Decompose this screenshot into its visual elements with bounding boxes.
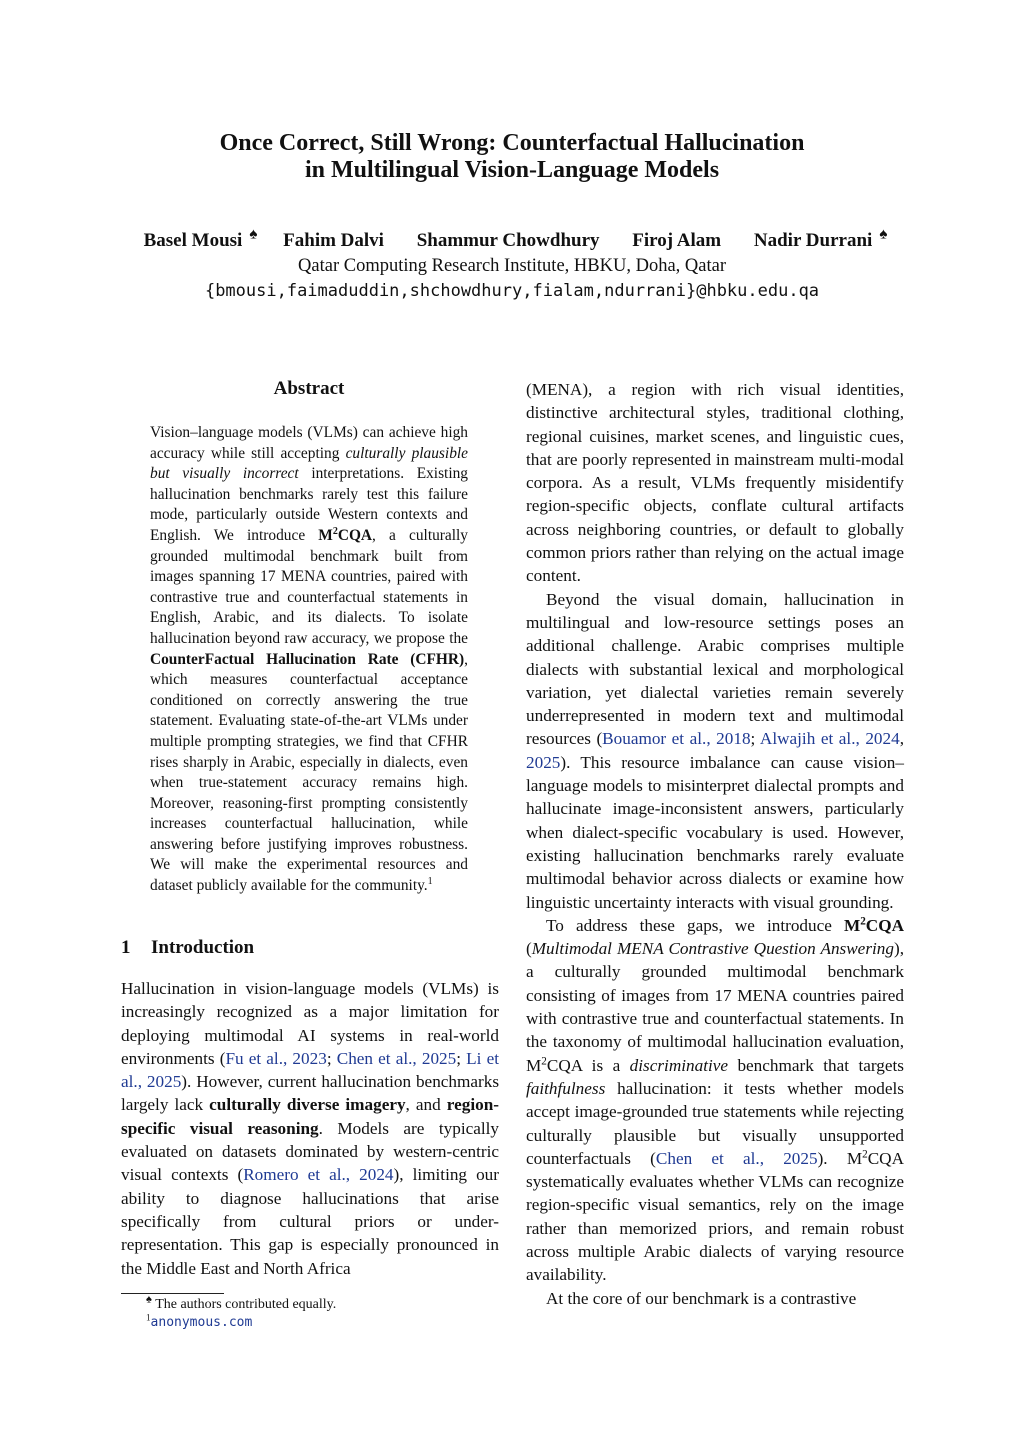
abstract-heading: Abstract bbox=[273, 378, 345, 399]
paper-title bbox=[0, 130, 1024, 184]
paragraph: To address these gaps, we introduce $M^2CQA$ (Multimodal MENA Contrastive Question Answering), a culturally grounded multimodal benchmark consisting of images from 17 MENA countries paired with contrastive true and counterfactual statements. In the taxonomy of multimodal hallucination evaluation, $M^2CQA$ is a discriminative benchmark that targets faithfulness hallucination: it tests whether models accept image-grounded true statements while rejecting culturally plausible but visually unsupported counterfactuals (Chen et al., 2025). $M^2CQA$ systematically evaluates whether VLMs can recognize region-specific visual semantics, rely on the image rather than memorized priors, and remain robust across multiple Arabic dialects of varying resource availability. bbox=[526, 915, 904, 1285]
paragraph: (MENA), a region with rich visual identities, distinctive architectural styles, traditional clothing, regional cuisines, market scenes, and linguistic cues, that are poorly represented in mainstream multi-modal corpora. As a result, VLMs frequently misidentify region-specific objects, conflate cultural artifacts across neighboring countries, or default to globally common priors rather than relying on the actual image content. bbox=[526, 380, 904, 586]
paragraph: At the core of our benchmark is a contrastive bbox=[546, 1288, 857, 1308]
author: Shammur Chowdhury bbox=[416, 230, 600, 251]
author: Nadir Durrani ♠ bbox=[753, 225, 888, 251]
author: Firoj Alam bbox=[632, 230, 722, 251]
footnote-url: $^1$anonymous.com bbox=[146, 1312, 253, 1330]
footnote-equal-contribution: ♠ The authors contributed equally. bbox=[146, 1293, 337, 1312]
title-line-2: in Multilingual Vision-Language Models bbox=[304, 157, 720, 183]
citation-link[interactable]: Chen et al., 2025 bbox=[336, 1048, 457, 1068]
affiliation: Qatar Computing Research Institute, HBKU, Doha, Qatar bbox=[298, 256, 726, 276]
footnote-ref[interactable]: 1 bbox=[427, 875, 433, 887]
citation-link[interactable]: 2025 bbox=[526, 752, 561, 772]
author-emails: {bmousi,faimaduddin,shchowdhury,fialam,ndurrani}@hbku.edu.qa bbox=[204, 281, 820, 301]
title-line-1: Once Correct, Still Wrong: Counterfactual Hallucination bbox=[219, 130, 805, 156]
citation-link[interactable]: Alwajih et al., 2024 bbox=[759, 729, 900, 749]
citation-link[interactable]: Fu et al., 2023 bbox=[225, 1048, 327, 1068]
abstract-text: Vision–language models (VLMs) can achieve high accuracy while still accepting culturally plausible but visually incorrect interpretations. Existing hallucination benchmarks rarely test this failure mode, particularly outside Western contexts and English. We introduce $M^2CQA$, a culturally grounded multimodal benchmark built from images spanning 17 MENA countries, paired with contrastive true and counterfactual statements in English, Arabic, and its dialects. To isolate hallucination beyond raw accuracy, we propose the CounterFactual Hallucination Rate (CFHR), which measures counterfactual acceptance conditioned on correctly answering the true statement. Evaluating state-of-the-art VLMs under multiple prompting strategies, we find that CFHR rises sharply in Arabic, especially in dialects, even when true-statement accuracy remains high. Moreover, reasoning-first prompting consistently increases counterfactual hallucination, while answering before justifying improves robustness. We will make the experimental resources and dataset publicly available for the community.$^1$ bbox=[150, 424, 468, 895]
author-list bbox=[0, 225, 1024, 252]
footnote-rule bbox=[121, 1293, 224, 1294]
author: Fahim Dalvi bbox=[283, 230, 384, 251]
introduction-paragraph: Hallucination in vision-language models (VLMs) is increasingly recognized as a major limitation for deploying multimodal AI systems in real-world environments (Fu et al., 2023; Chen et al., 2025; Li et al., 2025). However, current hallucination benchmarks largely lack culturally diverse imagery, and region-specific visual reasoning. Models are typically evaluated on datasets dominated by western-centric visual contexts (Romero et al., 2024), limiting our ability to diagnose hallucinations that arise specifically from cultural priors or under-representation. This gap is especially pronounced in the Middle East and North Africa bbox=[121, 979, 500, 1278]
citation-link[interactable]: Bouamor et al., 2018 bbox=[602, 729, 751, 749]
citation-link[interactable]: Chen et al., 2025 bbox=[655, 1148, 818, 1168]
paragraph: Beyond the visual domain, hallucination in multilingual and low-resource settings poses an additional challenge. Arabic comprises multiple dialects with substantial lexical and morphological variation, yet dialectal varieties remain severely underrepresented in modern text and multimodal resources (Bouamor et al., 2018; Alwajih et al., 2024, 2025). This resource imbalance can cause vision–language models to misinterpret dialectal prompts and hallucinate image-inconsistent answers, particularly when dialect-specific vocabulary is used. However, existing hallucination benchmarks rarely evaluate multimodal behavior across dialects or examine how linguistic uncertainty interacts with visual grounding. bbox=[526, 589, 904, 912]
citation-link[interactable]: Romero et al., 2024 bbox=[243, 1165, 394, 1185]
author: Basel Mousi ♠ bbox=[143, 225, 258, 251]
citation-link[interactable]: Li et al., 2025 bbox=[121, 1048, 499, 1092]
right-column-text bbox=[526, 378, 904, 1310]
footnote-link[interactable]: anonymous.com bbox=[150, 1315, 253, 1330]
section-heading-introduction: 1 Introduction bbox=[121, 937, 255, 958]
